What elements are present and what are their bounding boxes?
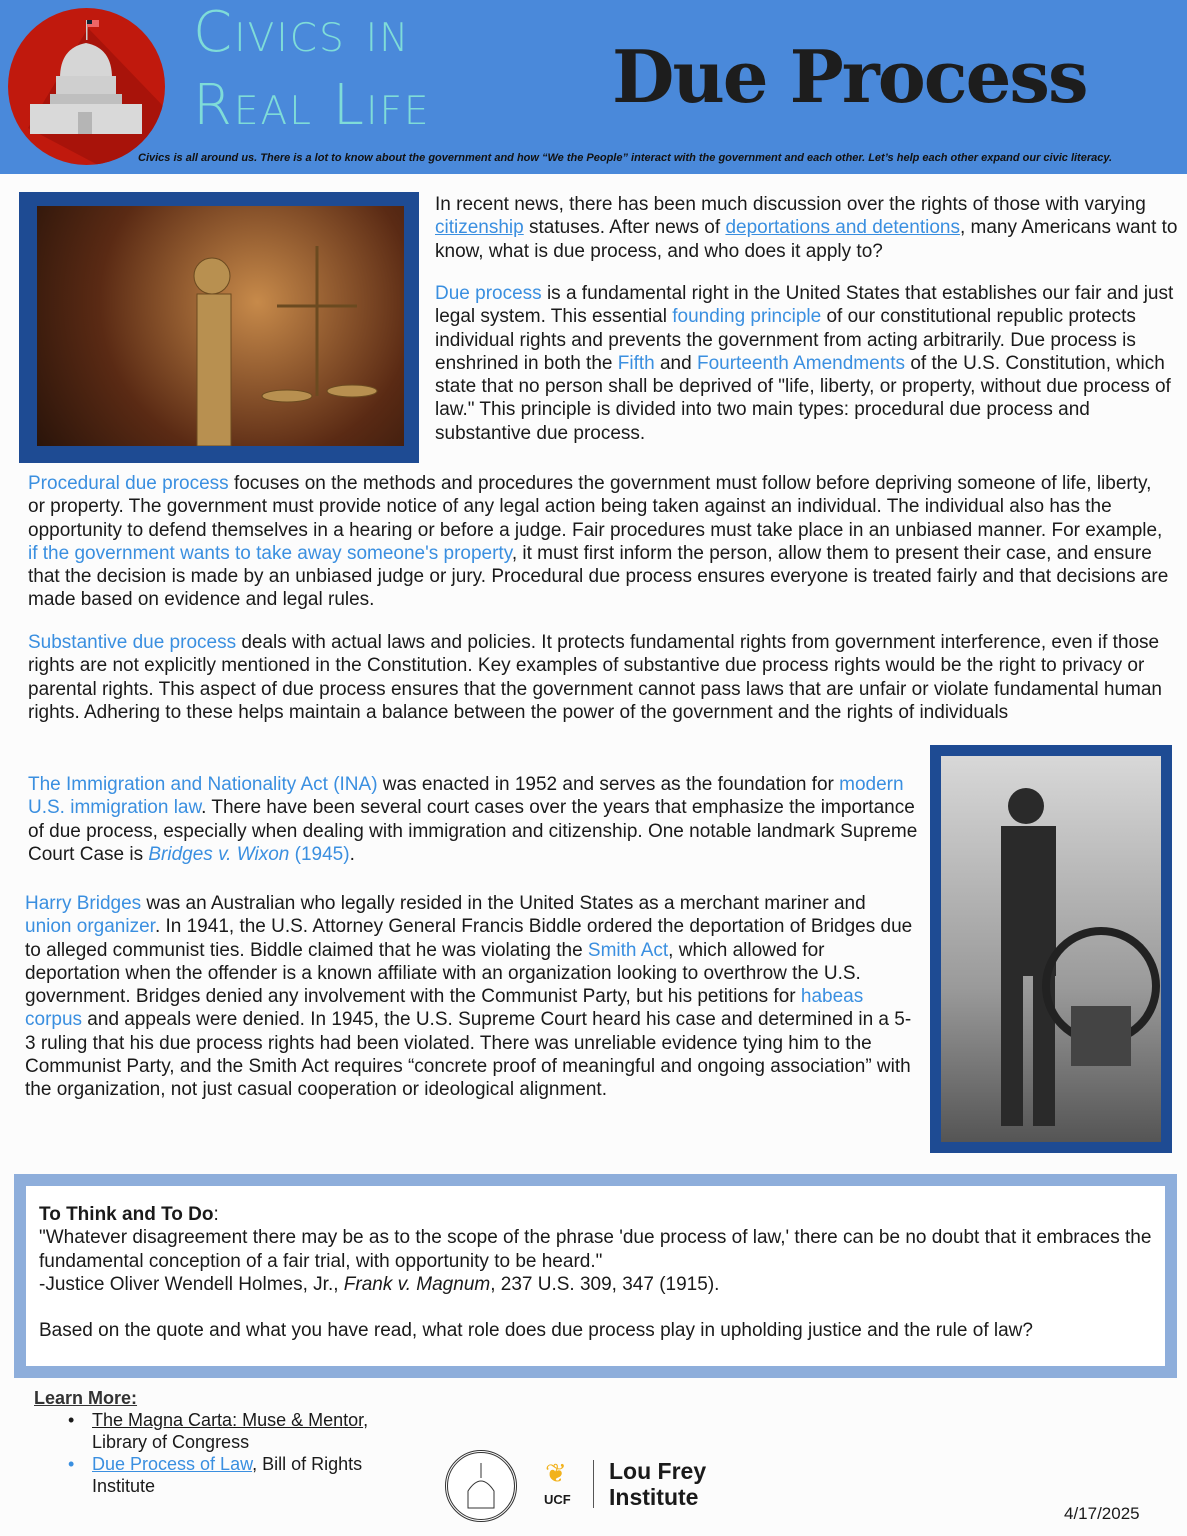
inline-link[interactable]: founding principle — [672, 306, 822, 328]
bridges-paragraph — [25, 892, 915, 1102]
brand-line-2: Real Life — [193, 73, 431, 138]
substantive-paragraph — [28, 631, 1168, 724]
ucf-logo-text: UCF — [544, 1492, 571, 1507]
date: 4/17/2025 — [1064, 1504, 1140, 1523]
body-text: . In 1941, the U.S. Attorney General Francis Biddle ordered the deportation of Bridges due to alleged communist ties. Biddle claimed that he was violating the — [25, 916, 913, 961]
learn-more-heading: Learn More: — [34, 1388, 138, 1408]
logo-divider — [593, 1460, 594, 1508]
inline-link[interactable]: Harry Bridges — [25, 893, 142, 914]
inline-link[interactable]: Fifth — [617, 352, 655, 374]
tagline: Civics is all around us. There is a lot to know about the government and how “We the People” interact with the government and each other. Let’s help each other expand our civic literacy. — [138, 152, 1113, 164]
think-citation — [39, 1273, 1152, 1296]
due-process-paragraph — [435, 282, 1180, 445]
learn-more — [34, 1387, 392, 1497]
inline-link[interactable]: Substantive due process — [28, 632, 237, 653]
body-text: , which allowed for deportation when the offender is a known affiliate with an organization looking to overthrow the U.S. government. Bridges denied any involvement with the Communist Party, but his petitions for — [25, 939, 861, 1008]
body-text: , many Americans want to know, what is due process, and who does it apply to? — [435, 217, 1178, 262]
source-name: , Bill of Rights Institute — [92, 1454, 363, 1496]
body-text: , it must first inform the person, allow them to present their case, and ensure that the decision is made by an unbiased judge or jury. Procedural due process ensures everyone is treated fairly and that decisions are made based on evidence and legal rules. — [28, 542, 1169, 611]
inline-link[interactable]: union organizer — [25, 916, 155, 938]
body-text: was an Australian who legally resided in the United States as a merchant mariner and — [141, 893, 866, 914]
inline-link[interactable]: if the government wants to take away someone's property — [28, 542, 512, 564]
source-name: , Library of Congress — [92, 1410, 369, 1452]
due-process-of-law-link[interactable]: Due Process of Law — [92, 1454, 253, 1474]
body-text: . There have been several court cases over the years that emphasize the importance of due process, especially when dealing with immigration and citizenship. One notable landmark Supreme Court Case is — [28, 797, 918, 865]
body-text: statuses. After news of — [523, 217, 726, 239]
inline-link[interactable]: Bridges v. Wixon — [148, 843, 290, 865]
inline-link[interactable]: citizenship — [435, 217, 524, 239]
body-text: of our constitutional republic protects individual rights and prevents the government from acting arbitrarily. Due process is enshrined in both the — [435, 306, 1136, 374]
body-text: and appeals were denied. In 1945, the U.S. Supreme Court heard his case and determined in a 5-3 ruling that his due process rights had been violated. There was unreliable evidence tying him to the Communist Party, and the Smith Act requires “concrete proof of meaningful and ongoing association” with the organization, not just casual cooperation or ideological alignment. — [25, 1009, 912, 1101]
inline-link[interactable]: habeas corpus — [25, 986, 864, 1031]
inline-link[interactable]: (1945) — [289, 843, 350, 865]
inline-link[interactable]: Fourteenth Amendments — [696, 352, 906, 374]
citation-case: Frank v. Magnum — [343, 1273, 491, 1295]
learn-more-item — [92, 1409, 392, 1453]
header — [0, 0, 1187, 174]
page-title: Due Process — [612, 34, 1087, 119]
body-text: and — [654, 352, 697, 374]
citation-reference: , 237 U.S. 309, 347 (1915). — [490, 1273, 720, 1295]
procedural-paragraph — [28, 472, 1173, 612]
lady-justice-image — [19, 192, 419, 463]
inline-link[interactable]: modern U.S. immigration law — [28, 774, 904, 819]
inline-link[interactable]: Smith Act — [587, 939, 669, 961]
body-text: deals with actual laws and policies. It protects fundamental rights from government interference, even if those rights are not explicitly mentioned in the Constitution. Key examples of substantive due process rights would be the right to privacy or parental rights. This aspect of due process ensures that the government cannot pass laws that are unfair or violate fundamental human rights. Adhering to these helps maintain a balance between the power of the government and the rights of individuals — [28, 632, 1162, 723]
ina-paragraph — [28, 773, 918, 866]
harry-bridges-photo — [930, 745, 1172, 1153]
magna-carta-link[interactable]: The Magna Carta: Muse & Mentor — [92, 1410, 364, 1430]
body-text: . — [349, 843, 355, 865]
ucf-pegasus-icon: ❦ — [545, 1458, 567, 1488]
body-text: was enacted in 1952 and serves as the foundation for — [377, 774, 840, 795]
citation-author: -Justice Oliver Wendell Holmes, Jr., — [39, 1273, 344, 1295]
florida-joint-center-seal — [445, 1450, 517, 1522]
inline-link[interactable]: Procedural due process — [28, 473, 229, 494]
body-text: is a fundamental right in the United States that establishes our fair and just legal system. This essential — [435, 283, 1174, 328]
think-question: Based on the quote and what you have read, what role does due process play in upholding justice and the rule of law? — [39, 1320, 1033, 1342]
brand-line-1: Civics in — [193, 0, 411, 65]
intro-paragraph — [435, 193, 1180, 263]
body-text: In recent news, there has been much discussion over the rights of those with varying — [435, 194, 1146, 215]
inline-link[interactable]: The Immigration and Nationality Act (INA) — [28, 774, 378, 795]
lou-frey-logo-text: Lou Frey Institute — [609, 1458, 707, 1510]
capitol-logo — [8, 8, 165, 165]
think-and-do-box: To Think and To Do: "Whatever disagreement there may be as to the scope of the phrase 'due process of law,' there can be no doubt that it embraces the fundamental conception of a fair trial, with opportunity to be heard." -Justice Oliver Wendell Holmes, Jr., Frank v. Magnum, 237 U.S. 309, 347 (1915). Based on the quote and what you have read, what role does due process play in upholding justice and the rule of law? — [14, 1174, 1177, 1378]
body-text: of the U.S. Constitution, which state that no person shall be deprived of "life, liberty, or property, without due process of law." This principle is divided into two main types: procedural due process and substantive due process. — [435, 352, 1171, 444]
think-heading: To Think and To Do — [39, 1204, 214, 1225]
inline-link[interactable]: Due process — [435, 283, 542, 304]
think-quote: "Whatever disagreement there may be as to the scope of the phrase 'due process of law,' there can be no doubt that it embraces the fundamental conception of a fair trial, with opportunity to be heard." — [39, 1227, 1152, 1272]
body-text: focuses on the methods and procedures the government must follow before depriving someone of life, liberty, or property. The government must provide notice of any legal action being taken against an individual. The individual also has the opportunity to defend themselves in a hearing or before a judge. Fair procedures must take place in an unbiased manner. For example, — [28, 473, 1163, 541]
inline-link[interactable]: deportations and detentions — [725, 217, 960, 239]
learn-more-item — [92, 1453, 392, 1497]
